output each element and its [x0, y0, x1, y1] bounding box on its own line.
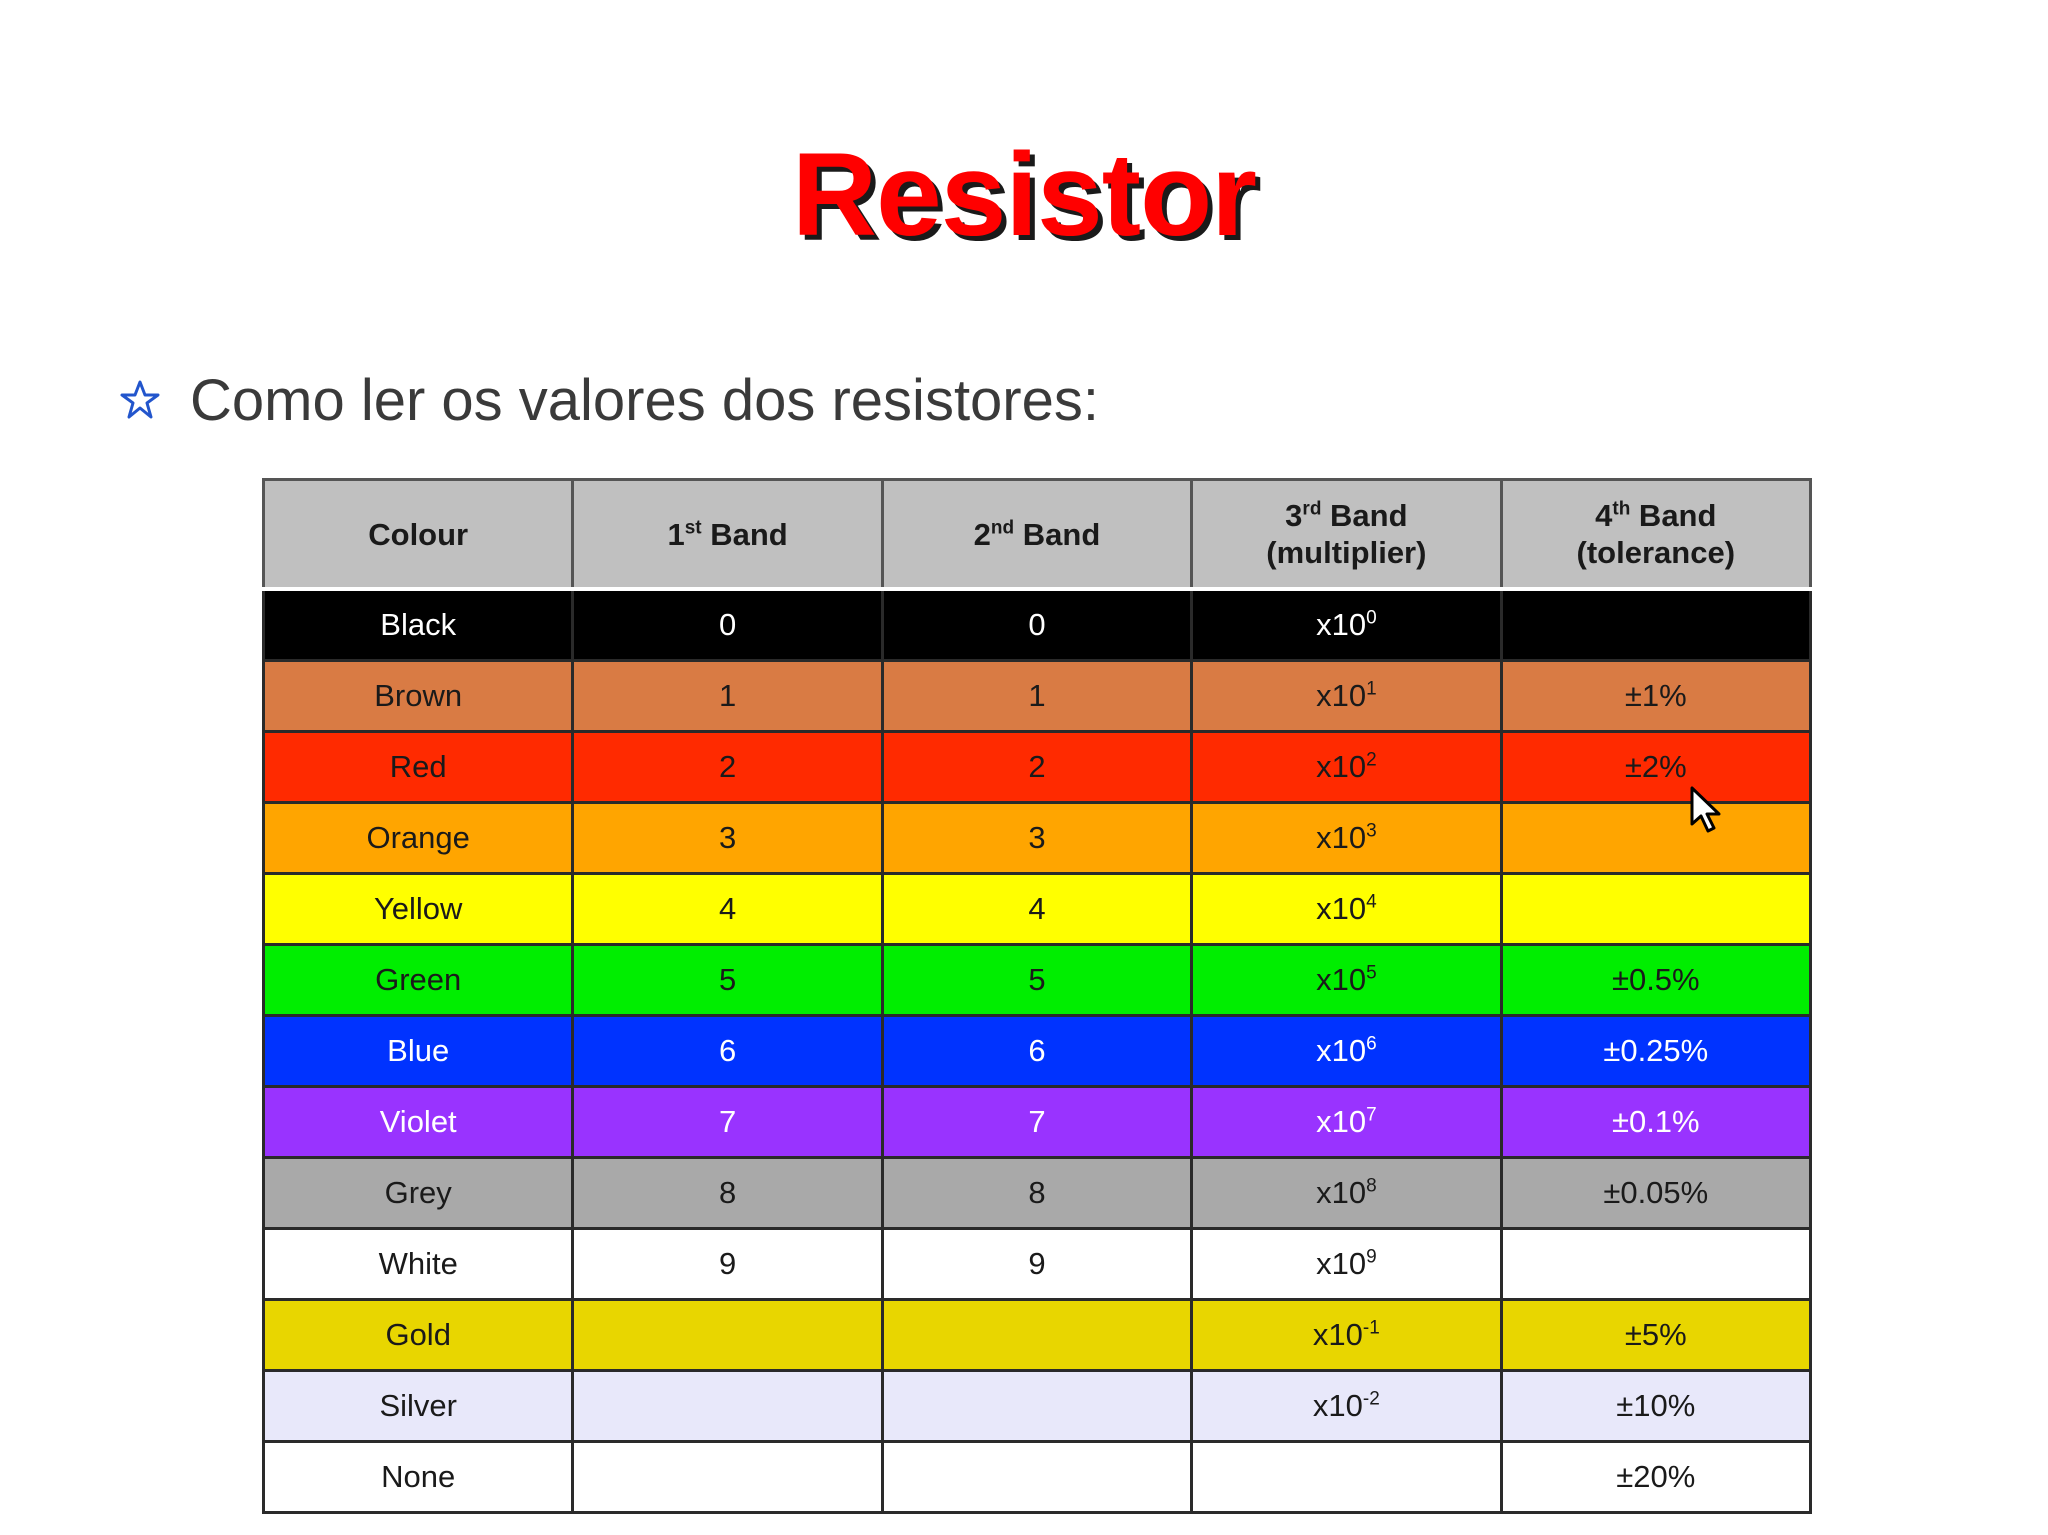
- band1-cell: 0: [573, 589, 882, 661]
- tolerance-cell: ±0.1%: [1501, 1087, 1810, 1158]
- band2-cell: 2: [882, 732, 1191, 803]
- table-row: [264, 661, 1811, 732]
- resistor-colour-table: [262, 478, 1812, 1514]
- star-icon: [120, 380, 160, 420]
- tolerance-cell: [1501, 589, 1810, 661]
- band1-cell: 1: [573, 661, 882, 732]
- table-header-row: [264, 480, 1811, 590]
- slide-title: Resistor: [791, 129, 1257, 261]
- band2-cell: 9: [882, 1229, 1191, 1300]
- bullet-text: Como ler os valores dos resistores:: [190, 367, 1099, 433]
- colour-cell: None: [264, 1442, 573, 1513]
- multiplier-cell: $x10^{-2}$: [1192, 1371, 1501, 1442]
- tolerance-cell: ±1%: [1501, 661, 1810, 732]
- tolerance-cell: [1501, 803, 1810, 874]
- band1-cell: 9: [573, 1229, 882, 1300]
- multiplier-cell: $x10^1$: [1192, 661, 1501, 732]
- multiplier-cell: $x10^7$: [1192, 1087, 1501, 1158]
- table-row: [264, 803, 1811, 874]
- bullet-point: [120, 360, 1099, 440]
- band1-cell: 8: [573, 1158, 882, 1229]
- multiplier-cell: $x10^4$: [1192, 874, 1501, 945]
- band1-cell: 4: [573, 874, 882, 945]
- band2-cell: 0: [882, 589, 1191, 661]
- tolerance-cell: [1501, 874, 1810, 945]
- multiplier-cell: $x10^8$: [1192, 1158, 1501, 1229]
- band1-cell: 5: [573, 945, 882, 1016]
- multiplier-cell: $x10^3$: [1192, 803, 1501, 874]
- band2-cell: 6: [882, 1016, 1191, 1087]
- tolerance-cell: ±0.5%: [1501, 945, 1810, 1016]
- colour-cell: White: [264, 1229, 573, 1300]
- band2-cell: 8: [882, 1158, 1191, 1229]
- colour-cell: Green: [264, 945, 573, 1016]
- table-row: [264, 1371, 1811, 1442]
- colour-cell: Orange: [264, 803, 573, 874]
- table-row: [264, 732, 1811, 803]
- column-header-1: 1st Band: [573, 480, 882, 590]
- multiplier-cell: $x10^0$: [1192, 589, 1501, 661]
- band2-cell: 5: [882, 945, 1191, 1016]
- band1-cell: [573, 1371, 882, 1442]
- multiplier-cell: $x10^5$: [1192, 945, 1501, 1016]
- tolerance-cell: ±5%: [1501, 1300, 1810, 1371]
- column-header-0: Colour: [264, 480, 573, 590]
- mouse-pointer-icon: [1690, 786, 1724, 834]
- colour-cell: Black: [264, 589, 573, 661]
- band2-cell: 3: [882, 803, 1191, 874]
- table-row: [264, 1300, 1811, 1371]
- tolerance-cell: ±10%: [1501, 1371, 1810, 1442]
- colour-cell: Red: [264, 732, 573, 803]
- multiplier-cell: [1192, 1442, 1501, 1513]
- band1-cell: [573, 1442, 882, 1513]
- band2-cell: [882, 1442, 1191, 1513]
- colour-cell: Yellow: [264, 874, 573, 945]
- colour-cell: Gold: [264, 1300, 573, 1371]
- colour-cell: Blue: [264, 1016, 573, 1087]
- band1-cell: 2: [573, 732, 882, 803]
- table-row: [264, 589, 1811, 661]
- multiplier-cell: $x10^9$: [1192, 1229, 1501, 1300]
- multiplier-cell: $x10^6$: [1192, 1016, 1501, 1087]
- column-header-4: 4th Band (tolerance): [1501, 480, 1810, 590]
- table-row: [264, 1442, 1811, 1513]
- band2-cell: 1: [882, 661, 1191, 732]
- colour-cell: Violet: [264, 1087, 573, 1158]
- tolerance-cell: ±0.25%: [1501, 1016, 1810, 1087]
- table-row: [264, 1087, 1811, 1158]
- tolerance-cell: ±2%: [1501, 732, 1810, 803]
- table-row: [264, 1158, 1811, 1229]
- multiplier-cell: $x10^2$: [1192, 732, 1501, 803]
- colour-cell: Grey: [264, 1158, 573, 1229]
- band2-cell: 7: [882, 1087, 1191, 1158]
- band1-cell: 7: [573, 1087, 882, 1158]
- colour-cell: Silver: [264, 1371, 573, 1442]
- table-row: [264, 1229, 1811, 1300]
- colour-cell: Brown: [264, 661, 573, 732]
- table-row: [264, 1016, 1811, 1087]
- column-header-2: 2nd Band: [882, 480, 1191, 590]
- tolerance-cell: ±0.05%: [1501, 1158, 1810, 1229]
- band2-cell: [882, 1371, 1191, 1442]
- band2-cell: [882, 1300, 1191, 1371]
- tolerance-cell: ±20%: [1501, 1442, 1810, 1513]
- table-row: [264, 874, 1811, 945]
- band1-cell: 3: [573, 803, 882, 874]
- multiplier-cell: $x10^{-1}$: [1192, 1300, 1501, 1371]
- tolerance-cell: [1501, 1229, 1810, 1300]
- band2-cell: 4: [882, 874, 1191, 945]
- column-header-3: 3rd Band (multiplier): [1192, 480, 1501, 590]
- table-row: [264, 945, 1811, 1016]
- band1-cell: 6: [573, 1016, 882, 1087]
- band1-cell: [573, 1300, 882, 1371]
